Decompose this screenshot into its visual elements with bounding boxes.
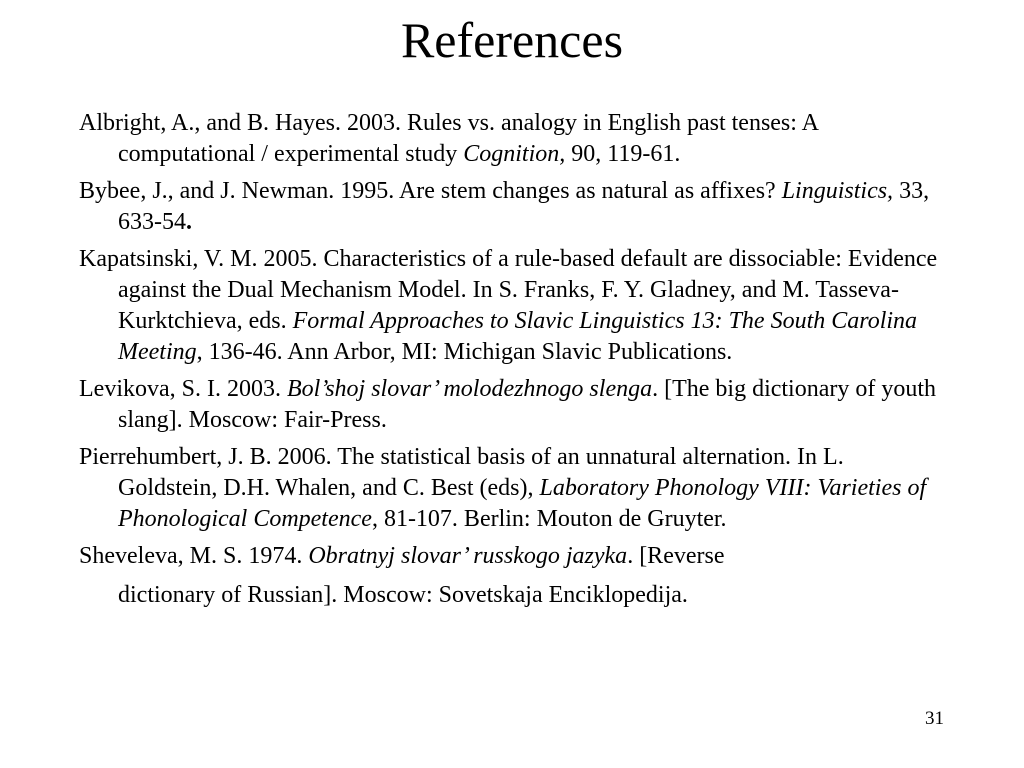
reference-text: . bbox=[186, 209, 192, 235]
reference-text: Albright, A., and B. Hayes. 2003. Rules vs. analogy in English past tenses: A computational / experimental study bbox=[79, 110, 818, 167]
reference-journal: Cognition, bbox=[463, 141, 566, 167]
reference-book-title: Formal Approaches to Slavic Linguistics 13: The South Carolina Meeting bbox=[118, 308, 918, 365]
reference-text: . [The big dictionary of youth slang]. Moscow: Fair-Press. bbox=[118, 376, 937, 433]
reference-text: Sheveleva, M. S. 1974. bbox=[79, 543, 309, 569]
reference-book-title: Obratnyj slovar’ russkogo jazyka bbox=[308, 543, 628, 569]
reference-text: Bybee, J., and J. Newman. 1995. Are stem changes as natural as affixes? bbox=[79, 178, 782, 204]
reference-journal: Linguistics, bbox=[781, 178, 894, 204]
reference-item-levikova bbox=[79, 374, 949, 436]
reference-item-albright bbox=[79, 108, 949, 170]
page-number: 31 bbox=[925, 708, 944, 729]
reference-text: . [Reverse bbox=[627, 543, 725, 569]
reference-item-pierrehumbert bbox=[79, 442, 949, 535]
reference-item-bybee bbox=[79, 176, 949, 238]
reference-book-title: Laboratory Phonology VIII: Varieties of Phonological Competence bbox=[118, 475, 927, 532]
reference-text: , 81-107. Berlin: Mouton de Gruyter. bbox=[371, 506, 727, 532]
reference-text: dictionary of Russian]. Moscow: Sovetskaja Enciklopedija. bbox=[118, 582, 688, 608]
reference-text: Kapatsinski, V. M. 2005. Characteristics of a rule-based default are dissociable: Evidence against the Dual Mechanism Model. In S. Franks, F. Y. Gladney, and M. Tasseva-Kurktchieva, eds. bbox=[79, 246, 938, 334]
reference-text: , 136-46. Ann Arbor, MI: Michigan Slavic Publications. bbox=[196, 339, 733, 365]
reference-list bbox=[79, 108, 949, 617]
slide-title: References bbox=[400, 12, 624, 68]
reference-item-sheveleva bbox=[79, 541, 949, 611]
reference-text: 33, 633-54 bbox=[118, 178, 930, 235]
reference-book-title: Bol’shoj slovar’ molodezhnogo slenga bbox=[286, 376, 653, 402]
reference-text: 90, 119-61. bbox=[565, 141, 681, 167]
reference-item-kapatsinski bbox=[79, 244, 949, 368]
reference-text: Pierrehumbert, J. B. 2006. The statistical basis of an unnatural alternation. In L. Goldstein, D.H. Whalen, and C. Best (eds), bbox=[79, 444, 844, 501]
reference-text: Levikova, S. I. 2003. bbox=[79, 376, 287, 402]
